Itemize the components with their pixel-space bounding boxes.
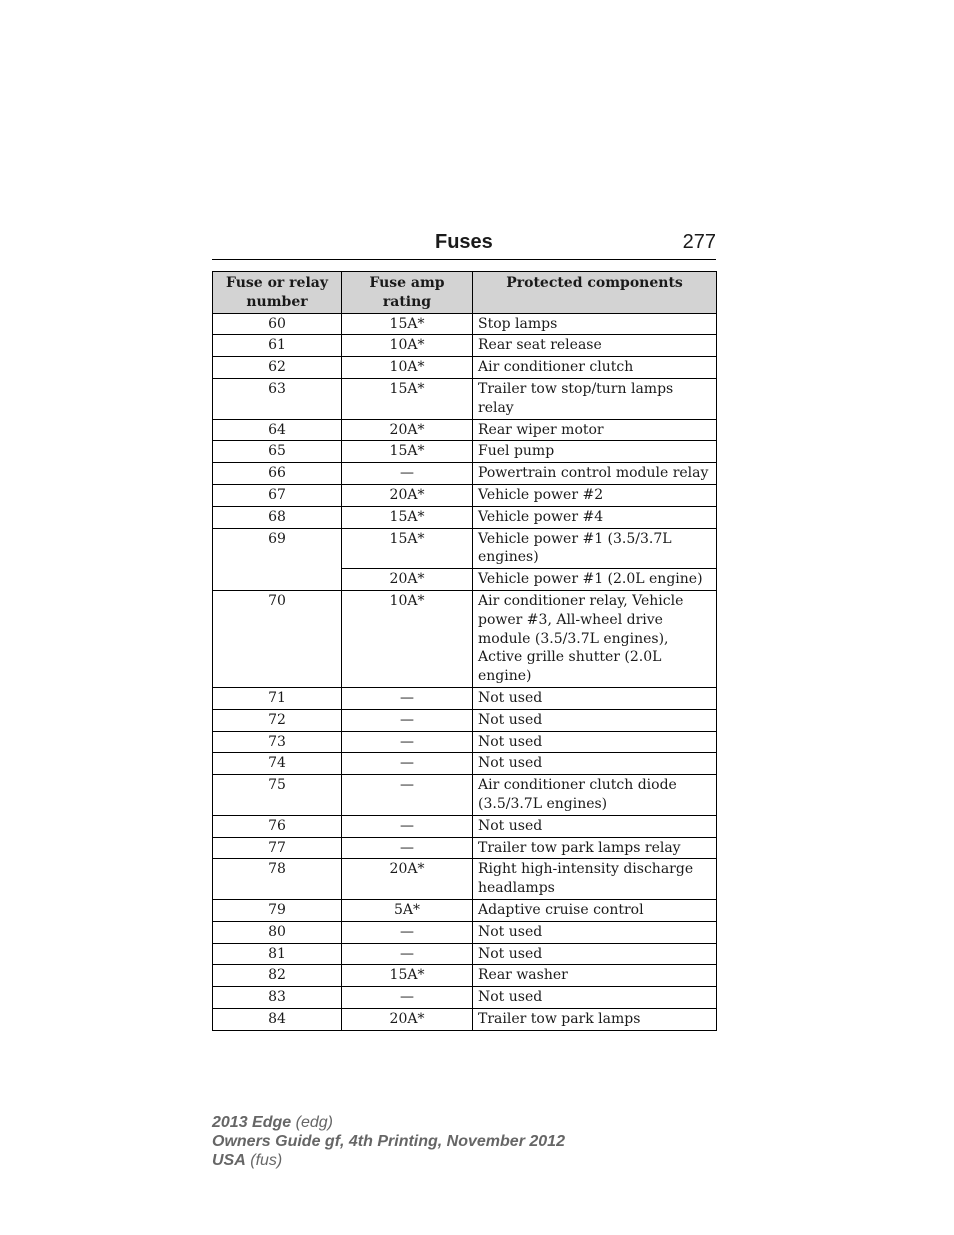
fuse-number-cell: 76 (213, 815, 342, 837)
amp-rating-cell: — (342, 815, 473, 837)
fuse-table (212, 271, 717, 1031)
column-header: Fuse or relay number (213, 272, 342, 314)
fuse-number-cell: 64 (213, 419, 342, 441)
fuse-number-cell: 70 (213, 590, 342, 687)
table-row (213, 313, 717, 335)
protected-component-cell: Vehicle power #1 (2.0L engine) (473, 569, 717, 591)
table-row (213, 815, 717, 837)
protected-component-cell: Adaptive cruise control (473, 899, 717, 921)
table-row (213, 859, 717, 900)
footer-model: 2013 Edge (212, 1114, 292, 1131)
protected-component-cell: Stop lamps (473, 313, 717, 335)
protected-component-cell: Vehicle power #2 (473, 484, 717, 506)
fuse-number-cell: 81 (213, 943, 342, 965)
column-header: Protected components (473, 272, 717, 314)
footer-model-code: (edg) (295, 1114, 333, 1131)
protected-component-cell: Air conditioner clutch diode (3.5/3.7L engines) (473, 775, 717, 816)
fuse-number-cell: 74 (213, 753, 342, 775)
amp-rating-cell: 15A* (342, 528, 473, 569)
protected-component-cell: Not used (473, 943, 717, 965)
protected-component-cell: Rear seat release (473, 335, 717, 357)
protected-component-cell: Not used (473, 921, 717, 943)
protected-component-cell: Not used (473, 753, 717, 775)
amp-rating-cell: — (342, 753, 473, 775)
table-row (213, 335, 717, 357)
table-row (213, 709, 717, 731)
fuse-number-cell: 62 (213, 357, 342, 379)
protected-component-cell: Powertrain control module relay (473, 463, 717, 485)
protected-component-cell: Not used (473, 815, 717, 837)
table-row (213, 528, 717, 569)
protected-component-cell: Right high-intensity discharge headlamps (473, 859, 717, 900)
amp-rating-cell: — (342, 709, 473, 731)
protected-component-cell: Not used (473, 687, 717, 709)
amp-rating-cell: 10A* (342, 335, 473, 357)
table-row (213, 419, 717, 441)
table-header-row (213, 272, 717, 314)
table-row (213, 484, 717, 506)
fuse-number-cell: 66 (213, 463, 342, 485)
amp-rating-cell: 20A* (342, 419, 473, 441)
fuse-number-cell: 61 (213, 335, 342, 357)
document-footer (212, 1113, 565, 1170)
table-row (213, 687, 717, 709)
protected-component-cell: Not used (473, 731, 717, 753)
footer-market-code: (fus) (250, 1152, 283, 1169)
protected-component-cell: Air conditioner clutch (473, 357, 717, 379)
protected-component-cell: Rear washer (473, 965, 717, 987)
page-number: 277 (682, 231, 716, 253)
fuse-number-cell: 69 (213, 528, 342, 590)
table-row (213, 441, 717, 463)
footer-line-1 (212, 1113, 565, 1132)
amp-rating-cell: — (342, 837, 473, 859)
amp-rating-cell: — (342, 463, 473, 485)
protected-component-cell: Not used (473, 987, 717, 1009)
fuse-number-cell: 79 (213, 899, 342, 921)
table-row (213, 1008, 717, 1030)
table-row (213, 463, 717, 485)
amp-rating-cell: 15A* (342, 506, 473, 528)
amp-rating-cell: 15A* (342, 313, 473, 335)
table-row (213, 965, 717, 987)
fuse-number-cell: 83 (213, 987, 342, 1009)
amp-rating-cell: — (342, 921, 473, 943)
fuse-number-cell: 72 (213, 709, 342, 731)
footer-market: USA (212, 1152, 246, 1169)
table-row (213, 837, 717, 859)
amp-rating-cell: 20A* (342, 569, 473, 591)
table-row (213, 775, 717, 816)
fuse-number-cell: 68 (213, 506, 342, 528)
protected-component-cell: Trailer tow stop/turn lamps relay (473, 378, 717, 419)
fuse-number-cell: 65 (213, 441, 342, 463)
protected-component-cell: Fuel pump (473, 441, 717, 463)
fuse-number-cell: 73 (213, 731, 342, 753)
amp-rating-cell: 15A* (342, 965, 473, 987)
section-title: Fuses (435, 231, 493, 253)
amp-rating-cell: 20A* (342, 484, 473, 506)
fuse-number-cell: 75 (213, 775, 342, 816)
amp-rating-cell: 20A* (342, 1008, 473, 1030)
table-row (213, 921, 717, 943)
fuse-number-cell: 84 (213, 1008, 342, 1030)
amp-rating-cell: 10A* (342, 590, 473, 687)
protected-component-cell: Not used (473, 709, 717, 731)
fuse-number-cell: 63 (213, 378, 342, 419)
table-row (213, 590, 717, 687)
column-header: Fuse amp rating (342, 272, 473, 314)
protected-component-cell: Air conditioner relay, Vehicle power #3, All-wheel drive module (3.5/3.7L engines), Active grille shutter (2.0L engine) (473, 590, 717, 687)
amp-rating-cell: — (342, 731, 473, 753)
amp-rating-cell: 20A* (342, 859, 473, 900)
fuse-number-cell: 60 (213, 313, 342, 335)
table-row (213, 357, 717, 379)
table-row (213, 753, 717, 775)
amp-rating-cell: — (342, 943, 473, 965)
amp-rating-cell: — (342, 687, 473, 709)
fuse-number-cell: 71 (213, 687, 342, 709)
amp-rating-cell: — (342, 987, 473, 1009)
table-body (213, 313, 717, 1030)
amp-rating-cell: 10A* (342, 357, 473, 379)
fuse-number-cell: 77 (213, 837, 342, 859)
table-row (213, 899, 717, 921)
footer-line-3 (212, 1151, 565, 1170)
fuse-number-cell: 67 (213, 484, 342, 506)
amp-rating-cell: 5A* (342, 899, 473, 921)
amp-rating-cell: 15A* (342, 378, 473, 419)
table-row (213, 987, 717, 1009)
table-row (213, 943, 717, 965)
page-header (212, 229, 716, 260)
protected-component-cell: Rear wiper motor (473, 419, 717, 441)
table-row (213, 506, 717, 528)
amp-rating-cell: 15A* (342, 441, 473, 463)
table-row (213, 731, 717, 753)
fuse-number-cell: 78 (213, 859, 342, 900)
amp-rating-cell: — (342, 775, 473, 816)
protected-component-cell: Vehicle power #4 (473, 506, 717, 528)
footer-line-2: Owners Guide gf, 4th Printing, November 2012 (212, 1133, 565, 1150)
protected-component-cell: Trailer tow park lamps (473, 1008, 717, 1030)
table-row (213, 378, 717, 419)
fuse-number-cell: 80 (213, 921, 342, 943)
fuse-number-cell: 82 (213, 965, 342, 987)
protected-component-cell: Trailer tow park lamps relay (473, 837, 717, 859)
protected-component-cell: Vehicle power #1 (3.5/3.7L engines) (473, 528, 717, 569)
